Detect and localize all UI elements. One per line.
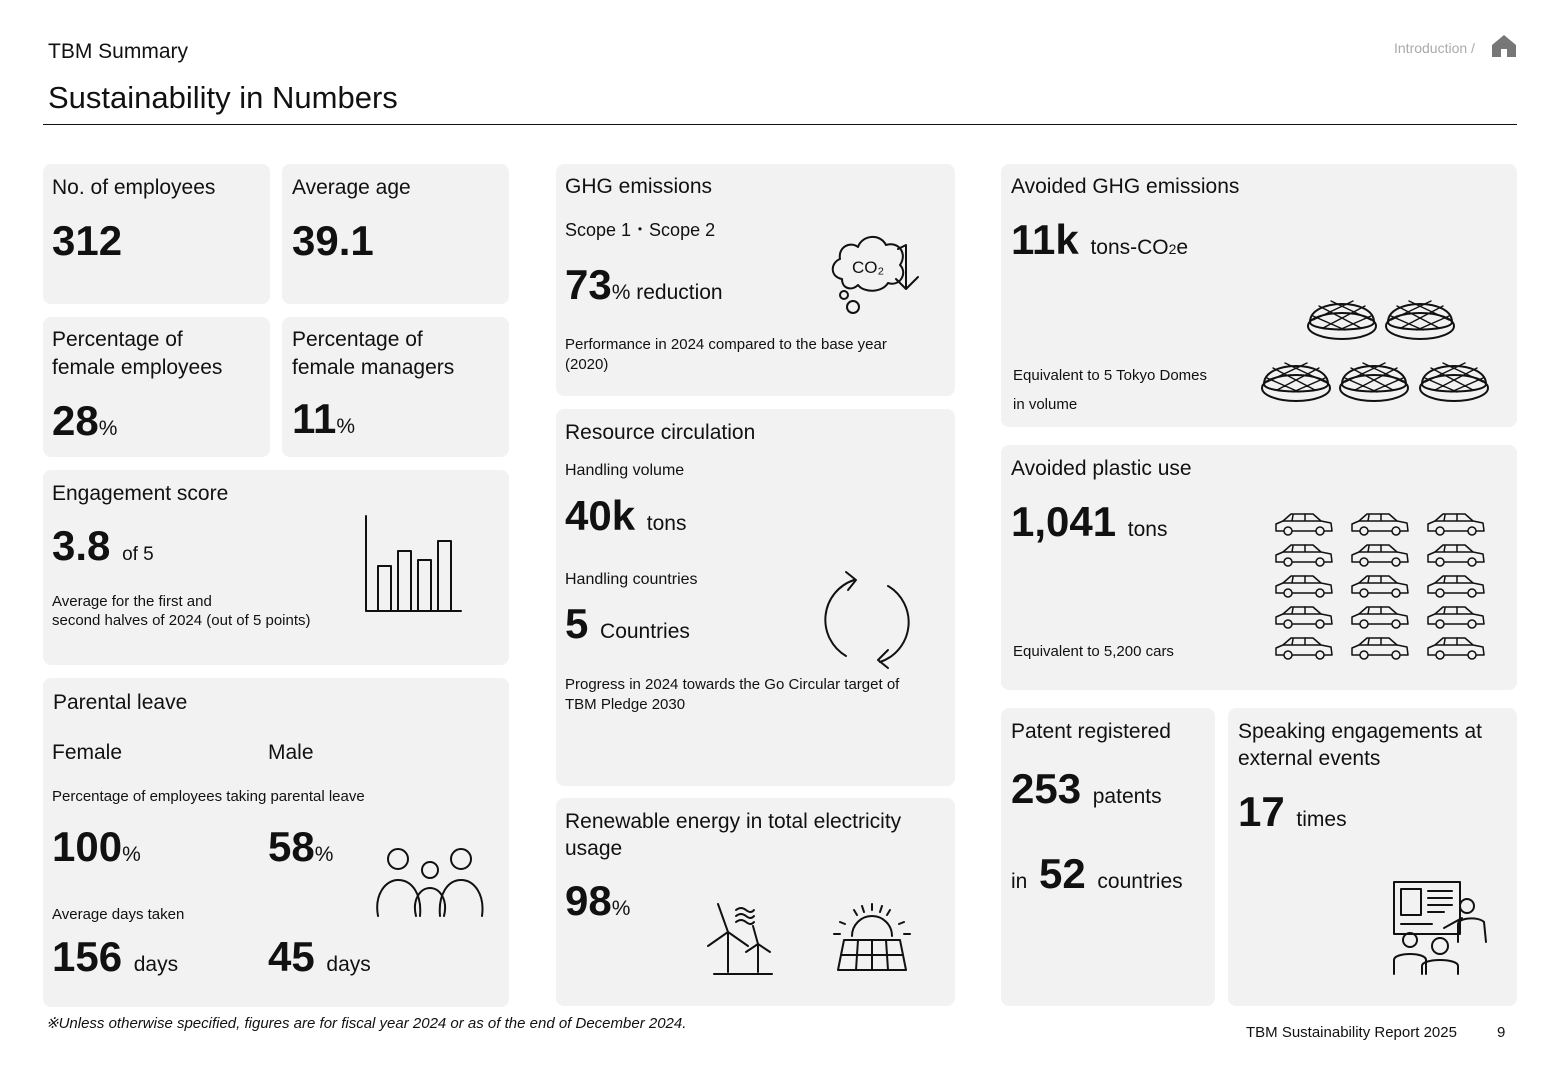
page-title: Sustainability in Numbers [48, 80, 398, 115]
resource-countries-label: Handling countries [565, 571, 698, 588]
female-pct-row [52, 824, 141, 878]
parental-days-label: Average days taken [52, 906, 185, 923]
engagement-value: 3.8 [52, 522, 111, 569]
car-icon [1349, 604, 1411, 630]
avoided-ghg-unit-sub: 2 [1168, 241, 1177, 257]
male-days-value: 45 [268, 933, 315, 980]
avoided-ghg-value-row [1011, 217, 1188, 272]
car-icon [1273, 511, 1335, 537]
avoided-ghg-value: 11k [1011, 216, 1079, 263]
footer-report: TBM Sustainability Report 2025 [1246, 1024, 1457, 1041]
solar-panel-icon [830, 902, 914, 974]
avoided-plastic-unit: tons [1127, 518, 1168, 541]
co2-icon-text: CO₂ [851, 258, 885, 277]
ghg-note-2: (2020) [565, 356, 609, 373]
dome-icon [1417, 354, 1491, 404]
ghg-value: 73 [565, 261, 612, 308]
dome-icon [1337, 354, 1411, 404]
avoided-ghg-card [1001, 164, 1517, 427]
avoided-plastic-card [1001, 445, 1517, 690]
resource-countries-unit: Countries [600, 620, 690, 643]
wind-turbine-icon [706, 902, 778, 974]
female-managers-title-1: Percentage of [292, 328, 423, 351]
breadcrumb[interactable]: Introduction / [1394, 40, 1475, 56]
speaking-unit: times [1296, 808, 1347, 831]
male-days-row [268, 934, 371, 988]
ghg-title: GHG emissions [565, 175, 713, 198]
female-days-value: 156 [52, 933, 123, 980]
patents-in-label: in [1011, 870, 1028, 893]
patents-countries-row [1011, 851, 1183, 905]
dome-icon [1259, 354, 1333, 404]
footer-note: ※Unless otherwise specified, figures are for fiscal year 2024 or as of the end of December 2024. [46, 1015, 687, 1032]
female-managers-card [282, 317, 509, 457]
male-pct-value: 58 [268, 823, 315, 870]
male-label: Male [268, 741, 314, 764]
avoided-plastic-value-row [1011, 499, 1167, 553]
ghg-unit: % reduction [611, 281, 723, 304]
parental-leave-card [43, 678, 509, 1007]
avoided-ghg-unit-post: e [1176, 236, 1189, 259]
car-icon [1425, 511, 1487, 537]
female-employees-unit: % [98, 417, 118, 440]
avoided-plastic-value: 1,041 [1011, 498, 1117, 545]
average-age-card [282, 164, 509, 304]
female-managers-unit: % [336, 415, 356, 438]
presentation-icon [1392, 880, 1492, 976]
female-pct-value: 100 [52, 823, 123, 870]
patents-card [1001, 708, 1215, 1006]
home-icon[interactable] [1491, 34, 1517, 58]
male-pct-unit: % [314, 843, 334, 866]
car-icon [1425, 604, 1487, 630]
resource-card [556, 409, 955, 786]
female-employees-value: 28 [52, 397, 99, 444]
dome-icon [1383, 292, 1457, 342]
car-icon [1349, 573, 1411, 599]
resource-note-2: TBM Pledge 2030 [565, 696, 686, 713]
ghg-card [556, 164, 955, 396]
family-icon [372, 846, 492, 921]
patents-value: 253 [1011, 765, 1082, 812]
engagement-note-1: Average for the first and [52, 593, 212, 610]
car-icon [1349, 635, 1411, 661]
car-icon [1349, 511, 1411, 537]
renewable-title-1: Renewable energy in total electricity [565, 810, 902, 833]
section-label: TBM Summary [48, 40, 189, 63]
recycle-arrows-icon [822, 570, 912, 670]
engagement-unit: of 5 [122, 544, 154, 565]
female-managers-value-row [292, 396, 355, 450]
female-employees-title-1: Percentage of [52, 328, 183, 351]
resource-volume-unit: tons [646, 512, 687, 535]
resource-volume-label: Handling volume [565, 462, 685, 479]
average-age-value: 39.1 [292, 217, 374, 264]
footer-page-number: 9 [1497, 1024, 1506, 1041]
speaking-title-1: Speaking engagements at [1238, 720, 1483, 743]
patents-countries-unit: countries [1097, 870, 1183, 893]
bar-chart-icon [363, 514, 463, 614]
female-employees-value-row [52, 398, 117, 452]
avoided-plastic-title: Avoided plastic use [1011, 457, 1192, 480]
avoided-ghg-unit [1090, 236, 1188, 259]
car-icon [1273, 542, 1335, 568]
patents-title: Patent registered [1011, 720, 1171, 743]
avoided-ghg-title: Avoided GHG emissions [1011, 175, 1240, 198]
dome-grid [1257, 290, 1497, 410]
patents-value-row [1011, 766, 1162, 820]
female-days-row [52, 934, 178, 988]
speaking-value: 17 [1238, 788, 1285, 835]
ghg-note-1: Performance in 2024 compared to the base year [565, 336, 887, 353]
female-employees-title-2: female employees [52, 356, 223, 379]
engagement-title: Engagement score [52, 482, 229, 505]
employees-title: No. of employees [52, 176, 216, 199]
renewable-value: 98 [565, 877, 612, 924]
parental-leave-title: Parental leave [53, 691, 188, 714]
resource-title: Resource circulation [565, 421, 756, 444]
speaking-card [1228, 708, 1517, 1006]
resource-countries-value: 5 [565, 600, 589, 647]
avoided-ghg-note-1: Equivalent to 5 Tokyo Domes [1013, 367, 1207, 384]
resource-note-1: Progress in 2024 towards the Go Circular target of [565, 676, 900, 693]
renewable-card [556, 798, 955, 1006]
car-icon [1349, 542, 1411, 568]
engagement-note-2: second halves of 2024 (out of 5 points) [52, 612, 311, 629]
female-employees-card [43, 317, 270, 457]
speaking-value-row [1238, 789, 1347, 843]
female-managers-title-2: female managers [292, 356, 455, 379]
resource-countries-row [565, 601, 690, 655]
car-icon [1273, 604, 1335, 630]
car-icon [1273, 573, 1335, 599]
engagement-value-row [52, 523, 154, 578]
resource-volume-row [565, 493, 686, 547]
car-icon [1425, 542, 1487, 568]
employees-value: 312 [52, 217, 123, 264]
avoided-ghg-note-2: in volume [1013, 396, 1078, 413]
female-managers-value: 11 [292, 395, 337, 442]
car-icon [1425, 573, 1487, 599]
renewable-value-row [565, 878, 630, 932]
patents-unit: patents [1092, 785, 1162, 808]
parental-pct-label: Percentage of employees taking parental leave [52, 788, 365, 805]
co2-cloud-icon [828, 231, 928, 321]
car-icon [1273, 635, 1335, 661]
dome-icon [1305, 292, 1379, 342]
avoided-plastic-note: Equivalent to 5,200 cars [1013, 643, 1174, 660]
speaking-title-2: external events [1238, 747, 1381, 770]
renewable-unit: % [611, 897, 631, 920]
ghg-scope: Scope 1・Scope 2 [565, 220, 716, 240]
car-grid [1273, 511, 1497, 671]
renewable-title-2: usage [565, 837, 623, 860]
header-rule [43, 124, 1517, 125]
female-days-unit: days [133, 953, 179, 976]
average-age-title: Average age [292, 176, 411, 199]
ghg-value-row [565, 262, 723, 316]
female-label: Female [52, 741, 123, 764]
engagement-card [43, 470, 509, 665]
male-pct-row [268, 824, 333, 878]
patents-countries-value: 52 [1039, 850, 1086, 897]
female-pct-unit: % [122, 843, 141, 866]
male-days-unit: days [326, 953, 371, 976]
avoided-ghg-unit-pre: tons-CO [1090, 236, 1169, 259]
car-icon [1425, 635, 1487, 661]
employees-card [43, 164, 270, 304]
resource-volume-value: 40k [565, 492, 636, 539]
